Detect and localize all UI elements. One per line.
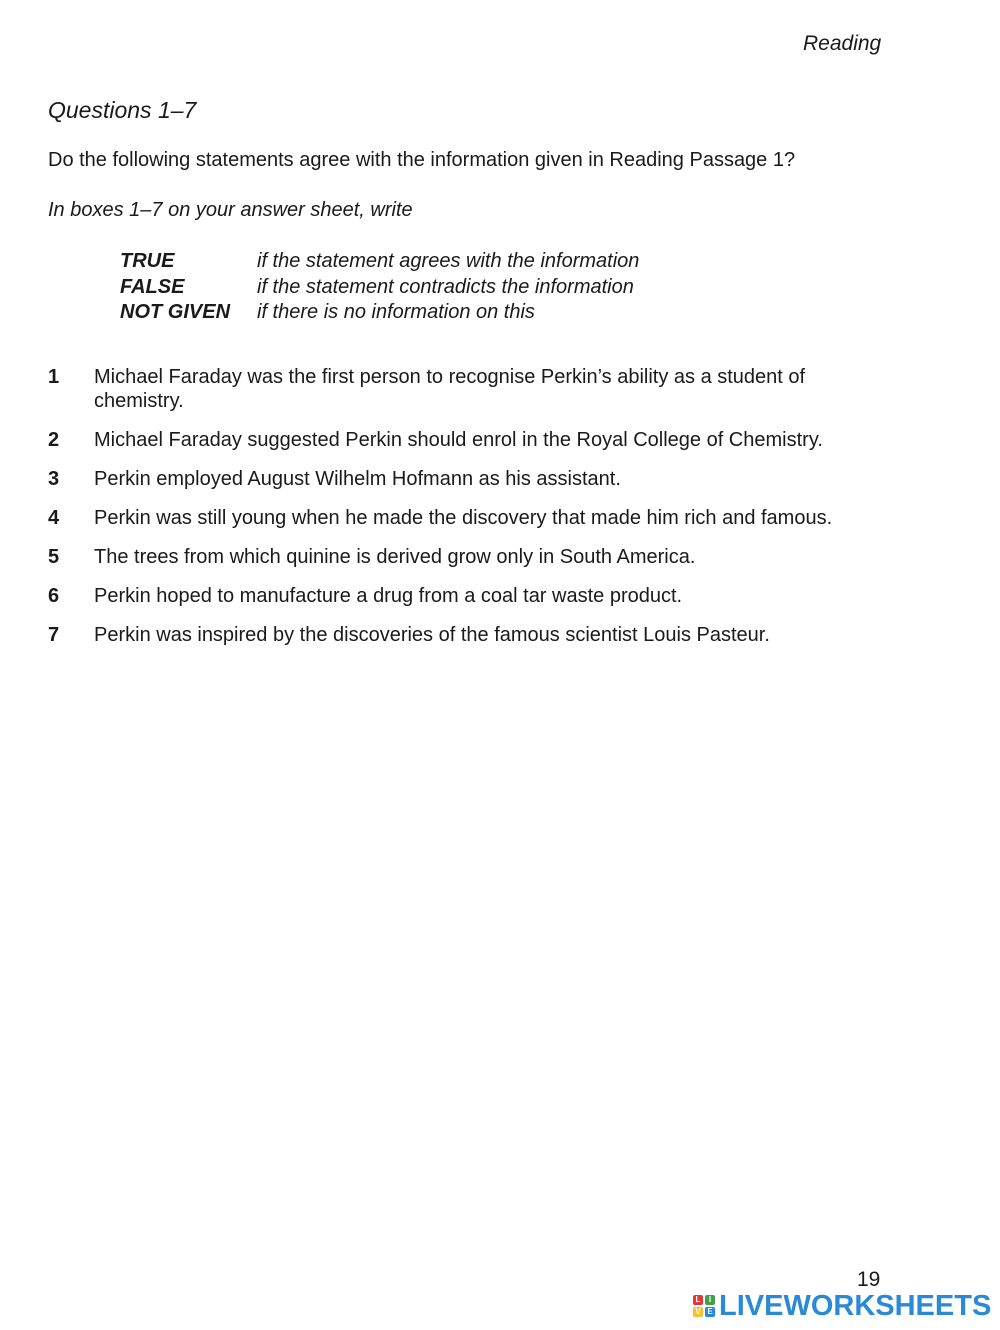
logo-mark-cell: V: [693, 1307, 703, 1317]
liveworksheets-logo-icon: [693, 1295, 715, 1317]
key-row-not-given: [120, 300, 639, 326]
statement-text: Michael Faraday suggested Perkin should enrol in the Royal College of Chemistry.: [94, 429, 823, 451]
statement-text: Michael Faraday was the first person to recognise Perkin’s ability as a student of chemistry.: [94, 366, 806, 412]
statement-item: [48, 545, 898, 569]
statement-item: [48, 623, 898, 647]
statement-number: 5: [48, 546, 60, 568]
liveworksheets-logo: [693, 1289, 991, 1323]
section-label: Reading: [803, 32, 882, 55]
key-definition: if the statement agrees with the information: [257, 250, 640, 272]
statement-text: Perkin employed August Wilhelm Hofmann as his assistant.: [94, 468, 621, 490]
statement-number: 2: [48, 429, 60, 451]
instruction-text: Do the following statements agree with the information given in Reading Passage 1?: [48, 149, 796, 171]
key-term: TRUE: [120, 250, 175, 272]
statement-item: [48, 584, 898, 608]
key-definition: if the statement contradicts the information: [257, 275, 634, 298]
statement-number: 1: [48, 366, 60, 388]
statement-number: 4: [48, 507, 60, 529]
liveworksheets-logo-text: LIVEWORKSHEETS: [719, 1289, 992, 1322]
statement-number: 7: [48, 624, 60, 646]
logo-mark-cell: L: [693, 1295, 703, 1305]
logo-mark-cell: I: [705, 1295, 715, 1305]
statement-text: The trees from which quinine is derived grow only in South America.: [94, 546, 696, 568]
key-term: NOT GIVEN: [120, 301, 231, 323]
questions-heading: Questions 1–7: [48, 97, 197, 123]
page-number: 19: [857, 1268, 881, 1291]
statement-number: 6: [48, 585, 60, 607]
key-definition: if there is no information on this: [257, 301, 535, 323]
answer-sheet-instruction: In boxes 1–7 on your answer sheet, write: [48, 199, 413, 221]
statement-item: [48, 506, 898, 530]
statement-item: [48, 428, 898, 452]
key-row-true: [120, 249, 639, 275]
logo-mark-cell: E: [705, 1307, 715, 1317]
statement-item: [48, 467, 898, 491]
statement-item: [48, 365, 898, 413]
statement-number: 3: [48, 468, 60, 490]
answer-key-legend: [120, 249, 639, 326]
statement-text: Perkin hoped to manufacture a drug from a coal tar waste product.: [94, 585, 683, 607]
key-term: FALSE: [120, 275, 185, 298]
key-row-false: [120, 275, 639, 301]
statement-list: [48, 365, 898, 662]
statement-text: Perkin was inspired by the discoveries of the famous scientist Louis Pasteur.: [94, 624, 770, 646]
statement-text: Perkin was still young when he made the discovery that made him rich and famous.: [94, 507, 833, 529]
